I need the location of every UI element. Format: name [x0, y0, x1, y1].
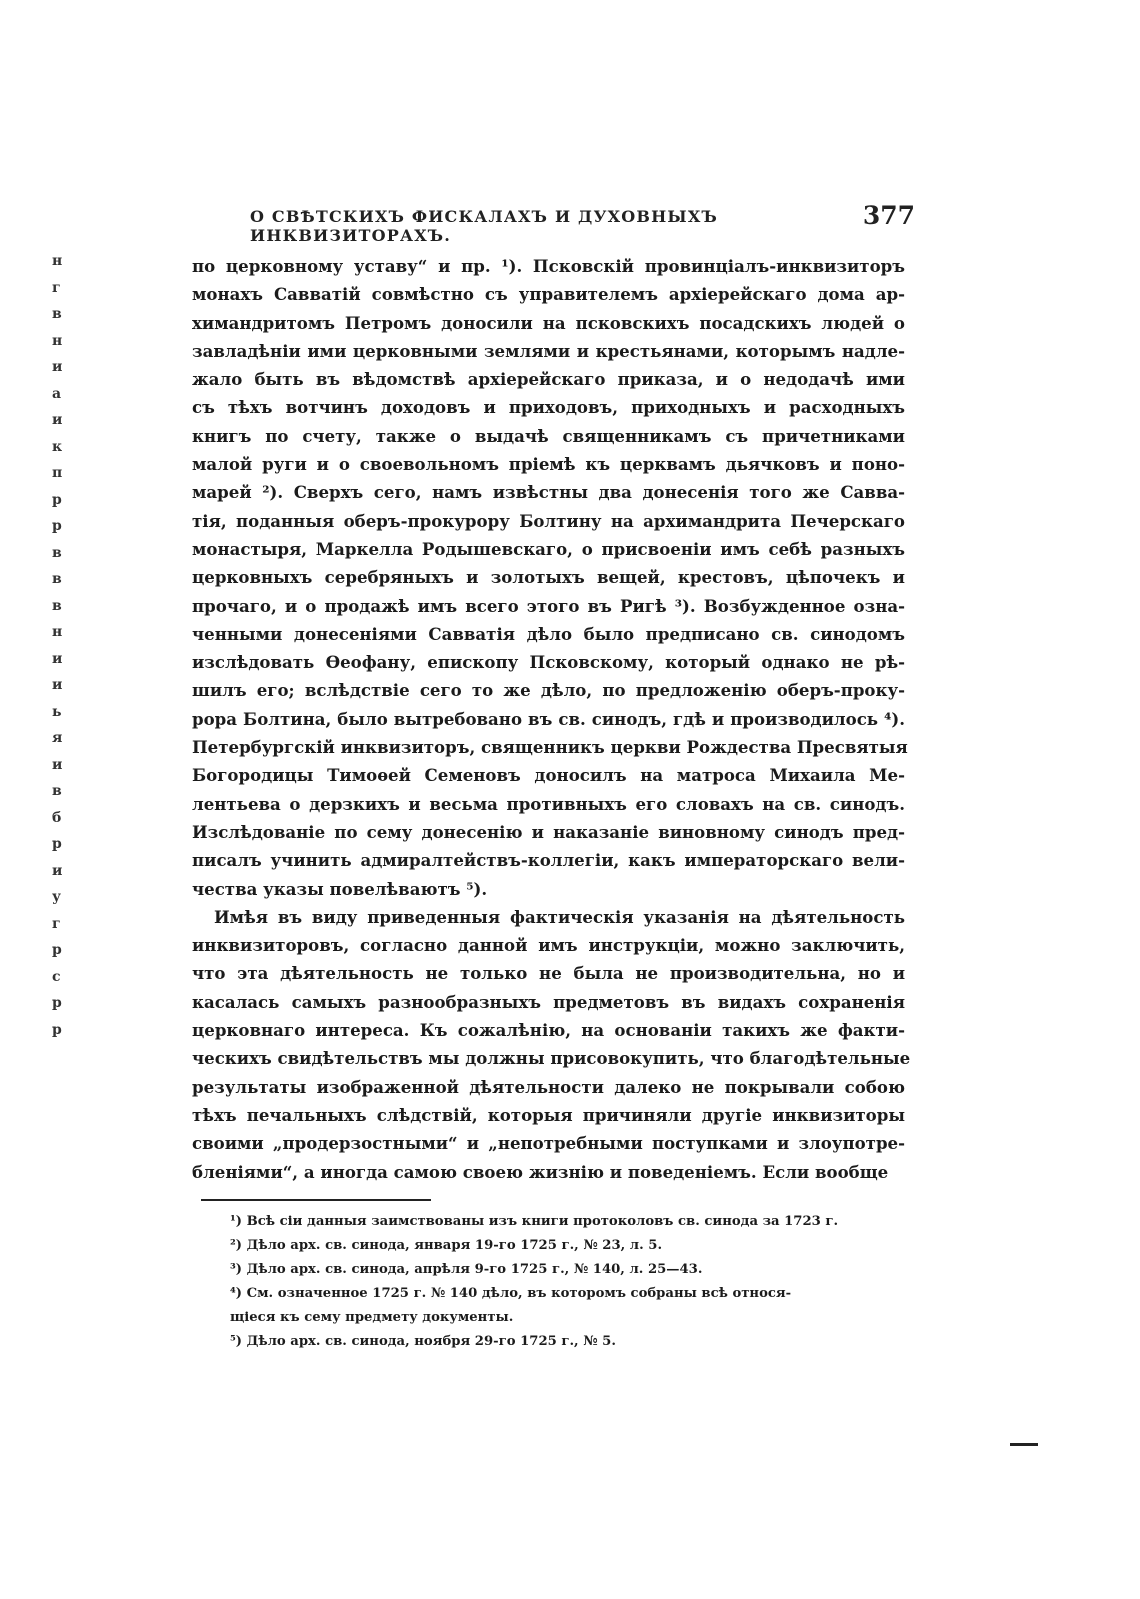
body-line: Имѣя въ виду приведенныя фактическія указанія на дѣятельность [214, 906, 905, 927]
body-text [192, 252, 911, 1186]
margin-fragment: и [52, 412, 63, 428]
margin-fragment: г [52, 915, 61, 932]
margin-fragment: п [52, 465, 63, 481]
footnote-line: ³) Дѣло арх. св. синода, апрѣля 9-го 1725 г., № 140, л. 25—43. [230, 1262, 703, 1277]
margin-fragment: с [52, 968, 61, 985]
margin-fragment: в [52, 597, 62, 614]
margin-fragment: и [52, 756, 63, 773]
margin-fragment: к [52, 438, 63, 455]
body-line: своими „продерзостными“ и „непотребными поступками и злоупотре- [192, 1133, 905, 1154]
footnote-line: ²) Дѣло арх. св. синода, января 19-го 1725 г., № 23, л. 5. [230, 1238, 663, 1253]
body-line: малой руги и о своевольномъ пріемѣ къ церквамъ дьячковъ и поно- [192, 454, 905, 475]
body-line: завладѣніи ими церковными землями и крестьянами, которымъ надле- [192, 340, 905, 361]
margin-fragment: н [52, 624, 63, 640]
body-line: изслѣдовать Ѳеофану, епископу Псковскому, который однако не рѣ- [192, 652, 905, 673]
body-line: марей ²). Сверхъ сего, намъ извѣстны два донесенія того же Савва- [192, 482, 905, 503]
body-line: жало быть въ вѣдомствѣ архіерейскаго приказа, и о недодачѣ ими [192, 369, 905, 390]
margin-fragment: и [52, 862, 63, 879]
footnote-line: ⁴) См. означенное 1725 г. № 140 дѣло, въ которомъ собраны всѣ относя- [230, 1286, 792, 1301]
margin-fragment: н [52, 332, 63, 349]
body-line: Богородицы Тимоѳей Семеновъ доносилъ на матроса Михаила Ме- [192, 765, 905, 786]
margin-fragment: р [52, 1021, 62, 1038]
margin-fragment: в [52, 306, 62, 322]
body-line: ческихъ свидѣтельствъ мы должны присовокупить, что благодѣтельные [192, 1048, 911, 1069]
margin-fragment: б [52, 809, 62, 826]
body-line: инквизиторовъ, согласно данной имъ инструкціи, можно заключить, [192, 935, 905, 956]
body-line: касалась самыхъ разнообразныхъ предметовъ въ видахъ сохраненія [192, 991, 905, 1012]
running-title: О СВѢТСКИХЪ ФИСКАЛАХЪ И ДУХОВНЫХЪ ИНКВИЗИТОРАХЪ. [250, 207, 718, 245]
page-number: 377 [862, 201, 915, 230]
body-line: лентьева о дерзкихъ и весьма противныхъ его словахъ на св. синодъ. [192, 793, 905, 814]
body-line: монахъ Савватій совмѣстно съ управителемъ архіерейскаго дома ар- [192, 284, 905, 305]
body-line: ченными донесеніями Савватія дѣло было предписано св. синодомъ [192, 623, 905, 644]
margin-fragment: я [52, 730, 63, 746]
body-line: по церковному уставу“ и пр. ¹). Псковскій провинціалъ-инквизиторъ [192, 256, 905, 276]
body-line: результаты изображенной дѣятельности далеко не покрывали собою [192, 1076, 905, 1097]
footnotes [230, 1210, 910, 1354]
body-line: бленіями“, а иногда самою своею жизнію и поведеніемъ. Если вообще [192, 1161, 889, 1182]
body-line: Петербургскій инквизиторъ, священникъ церкви Рождества Пресвятыя [192, 737, 908, 758]
margin-fragment: в [52, 544, 62, 561]
body-line: тія, поданныя оберъ-прокурору Болтину на архимандрита Печерскаго [192, 510, 905, 531]
body-line: книгъ по счету, также о выдачѣ священникамъ съ причетниками [192, 425, 905, 446]
margin-fragment: р [52, 518, 62, 534]
footnote-line: ¹) Всѣ сіи данныя заимствованы изъ книги протоколовъ св. синода за 1723 г. [230, 1214, 839, 1229]
footnote-line: щіеся къ сему предмету документы. [230, 1310, 514, 1325]
margin-fragment: ь [52, 703, 62, 720]
body-line: монастыря, Маркелла Родышевскаго, о присвоеніи имъ себѣ разныхъ [192, 538, 905, 559]
margin-fragment: г [52, 279, 61, 296]
margin-fragments [52, 248, 72, 1043]
body-line: тѣхъ печальныхъ слѣдствій, которыя причиняли другіе инквизиторы [192, 1104, 905, 1125]
stray-mark [1010, 1443, 1038, 1446]
body-line: химандритомъ Петромъ доносили на псковскихъ посадскихъ людей о [192, 312, 905, 333]
margin-fragment: и [52, 650, 63, 667]
margin-fragment: и [52, 677, 63, 693]
margin-fragment: р [52, 942, 62, 958]
body-line: Изслѣдованіе по сему донесенію и наказаніе виновному синодъ пред- [192, 821, 905, 842]
body-line: шилъ его; вслѣдствіе сего то же дѣло, по предложенію оберъ-проку- [192, 680, 905, 701]
margin-fragment: р [52, 491, 62, 508]
margin-fragment: а [52, 385, 62, 402]
margin-fragment: у [52, 889, 61, 905]
body-line: рора Болтина, было вытребовано въ св. синодъ, гдѣ и производилось ⁴). [192, 708, 905, 729]
margin-fragment: и [52, 359, 63, 375]
body-line: прочаго, и о продажѣ имъ всего этого въ Ригѣ ³). Возбужденное озна- [192, 595, 905, 616]
footnote-rule [201, 1199, 431, 1201]
body-line: писалъ учинить адмиралтействъ-коллегіи, какъ императорскаго вели- [192, 850, 905, 871]
margin-fragment: в [52, 783, 62, 799]
footnote-line: ⁵) Дѣло арх. св. синода, ноября 29-го 1725 г., № 5. [230, 1334, 616, 1349]
body-line: церковнаго интереса. Къ сожалѣнію, на основаніи такихъ же факти- [192, 1020, 905, 1041]
body-line: чества указы повелѣваютъ ⁵). [192, 878, 488, 899]
margin-fragment: н [52, 253, 63, 269]
margin-fragment: в [52, 571, 62, 587]
margin-fragment: р [52, 836, 62, 852]
body-line: церковныхъ серебряныхъ и золотыхъ вещей, крестовъ, цѣпочекъ и [192, 567, 905, 588]
running-head [250, 201, 915, 245]
body-line: что эта дѣятельность не только не была не производительна, но и [192, 963, 905, 984]
margin-fragment: р [52, 995, 62, 1011]
body-line: съ тѣхъ вотчинъ доходовъ и приходовъ, приходныхъ и расходныхъ [192, 397, 905, 418]
